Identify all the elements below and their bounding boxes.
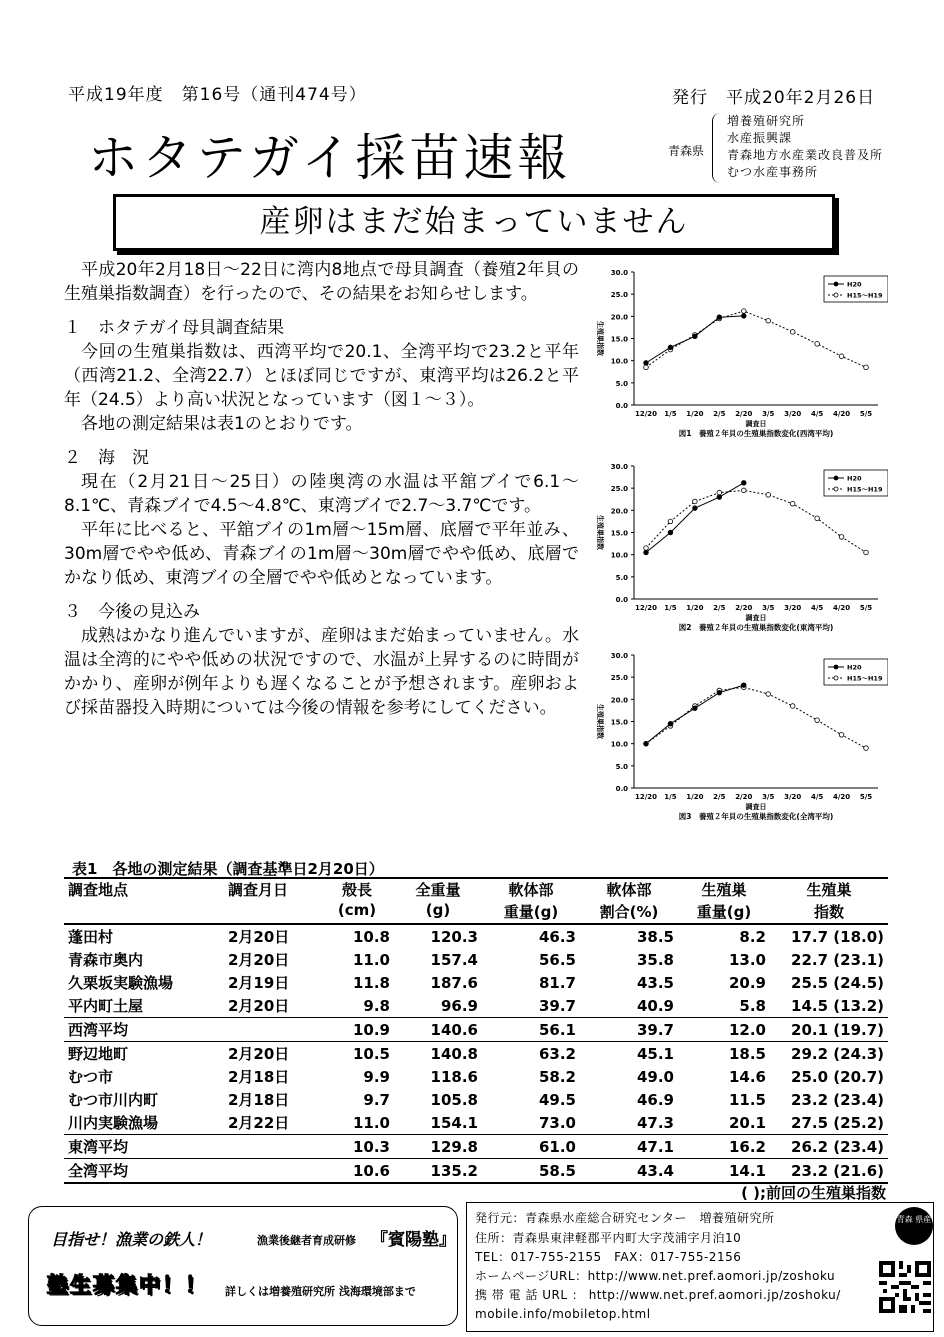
data-point — [693, 506, 698, 511]
y-axis-label: 生殖巣指数 — [596, 515, 604, 550]
column-header: (g) — [394, 901, 482, 924]
table-cell: 2月20日 — [228, 1045, 290, 1063]
footer-line: 住所：青森県東津軽郡平内町大字茂浦字月泊10 — [475, 1231, 742, 1245]
y-tick-label: 5.0 — [615, 573, 628, 582]
data-point — [741, 683, 746, 688]
y-tick-label: 10.0 — [610, 551, 628, 560]
table-cell: 49.5 — [538, 1090, 576, 1109]
article-body — [64, 258, 579, 720]
data-point — [864, 365, 869, 370]
data-point — [741, 309, 746, 314]
y-tick-label: 30.0 — [610, 269, 628, 277]
y-axis-label: 生殖巣指数 — [596, 321, 604, 356]
table-cell: 129.8 — [394, 1135, 482, 1159]
table-row — [64, 1111, 888, 1135]
table-cell: 2月18日 — [228, 1091, 290, 1109]
table-cell: 27.5 (25.2) — [791, 1113, 884, 1132]
organization-list — [712, 113, 883, 183]
legend-label: H20 — [847, 280, 862, 289]
promo-slogan: 目指せ！漁業の鉄人！ — [51, 1230, 212, 1249]
publisher-info-box — [466, 1202, 934, 1332]
table-cell: 10.6 — [320, 1159, 394, 1184]
table-cell: 47.1 — [580, 1135, 678, 1159]
table-cell: 14.6 — [728, 1067, 766, 1086]
x-tick-label: 4/20 — [832, 604, 851, 612]
table-cell: 2月19日 — [228, 974, 290, 992]
table-cell: 全湾平均 — [64, 1159, 224, 1184]
table-cell: 49.0 — [636, 1067, 674, 1086]
table-cell: 16.2 — [678, 1135, 770, 1159]
chart-title: 図1 養殖２年貝の生殖巣指数変化(西湾平均) — [678, 429, 834, 438]
x-tick-label: 2/20 — [735, 604, 753, 612]
table-cell: 20.9 — [728, 973, 766, 992]
y-tick-label: 25.0 — [610, 485, 628, 494]
legend-marker — [834, 476, 838, 480]
y-tick-label: 25.0 — [610, 291, 628, 300]
legend-label: H15～H19 — [847, 485, 883, 494]
data-point — [668, 530, 673, 535]
table-cell: 45.1 — [636, 1044, 674, 1063]
table-cell: 58.2 — [538, 1067, 576, 1086]
figure-2-chart — [588, 456, 888, 651]
figure-3-chart — [588, 645, 888, 840]
x-tick-label: 4/5 — [810, 793, 824, 801]
data-point — [839, 354, 844, 359]
section-1-paragraph: 今回の生殖巣指数は、西湾平均で20.1、全湾平均で23.2と平年（西湾21.2、全湾22.7）とほぼ同じですが、東湾平均は26.2と平年（24.5）より高い状況となっています（図１～３）。 — [64, 342, 579, 410]
data-point — [644, 546, 649, 551]
y-tick-label: 10.0 — [610, 740, 628, 749]
organization-item: 青森地方水産業改良普及所 — [727, 148, 884, 162]
legend-label: H20 — [847, 474, 862, 483]
legend-marker — [834, 487, 838, 491]
data-point — [741, 488, 746, 493]
x-tick-label: 1/5 — [664, 793, 677, 801]
table-average-row — [64, 1159, 888, 1184]
data-point — [839, 733, 844, 738]
table-header-row — [64, 901, 888, 924]
section-1-heading: １ ホタテガイ母貝調査結果 — [64, 318, 285, 338]
data-point — [717, 490, 722, 495]
table-cell: 11.5 — [728, 1090, 766, 1109]
footer-line: mobile.info/mobiletop.html — [475, 1307, 651, 1321]
column-header: 割合(%) — [580, 901, 678, 924]
table-cell: むつ市 — [68, 1068, 114, 1086]
table-cell: 8.2 — [739, 927, 766, 946]
intro-paragraph: 平成20年2月18日～22日に湾内8地点で母貝調査（養殖2年貝の生殖巣指数調査）を行ったので、その結果をお知らせします。 — [64, 260, 579, 304]
y-tick-label: 15.0 — [610, 335, 628, 344]
table-cell: 川内実験漁場 — [68, 1114, 159, 1132]
x-tick-label: 12/20 — [634, 604, 658, 612]
column-header: 全重量 — [394, 878, 482, 901]
data-point — [693, 334, 698, 339]
x-tick-label: 4/20 — [832, 410, 851, 418]
promo-school-name: 『賓陽塾』 — [371, 1230, 456, 1250]
y-tick-label: 20.0 — [610, 696, 628, 705]
x-axis-label: 調査日 — [745, 614, 767, 622]
section-2-paragraph: 現在（2月21日～25日）の陸奥湾の水温は平舘ブイで6.1～8.1℃、青森ブイで4.5～4.8℃、東湾ブイで2.7～3.7℃です。 — [64, 472, 579, 516]
aomori-seal-logo: 青森 県産 — [895, 1207, 933, 1245]
data-point — [644, 365, 649, 370]
table-cell: 35.8 — [636, 950, 674, 969]
column-header — [64, 901, 224, 924]
table-cell: 10.8 — [352, 927, 390, 946]
organization-item: むつ水産事務所 — [727, 165, 819, 179]
data-point — [717, 495, 722, 500]
column-header: 生殖巣 — [678, 878, 770, 901]
y-tick-label: 25.0 — [610, 674, 628, 683]
measurement-table — [64, 877, 888, 1184]
table-cell: 10.3 — [320, 1135, 394, 1159]
y-tick-label: 30.0 — [610, 652, 628, 660]
table-cell: 14.1 — [678, 1159, 770, 1184]
table-cell: 20.1 — [728, 1113, 766, 1132]
column-header: 軟体部 — [580, 878, 678, 901]
data-point — [644, 361, 649, 366]
table-cell: 29.2 (24.3) — [791, 1044, 884, 1063]
column-header: 生殖巣 — [770, 878, 888, 901]
table-row — [64, 1065, 888, 1088]
y-axis-label: 生殖巣指数 — [596, 704, 604, 739]
x-tick-label: 2/20 — [735, 793, 753, 801]
data-point — [668, 345, 673, 350]
table-cell: 2月20日 — [228, 997, 290, 1015]
table-cell: 9.9 — [363, 1067, 390, 1086]
table-cell: 12.0 — [678, 1018, 770, 1042]
legend-label: H15～H19 — [847, 674, 883, 683]
legend-label: H15～H19 — [847, 291, 883, 300]
column-header — [224, 901, 320, 924]
table-cell: 2月20日 — [228, 928, 290, 946]
table-cell: むつ市川内町 — [68, 1091, 159, 1109]
column-header: 重量(g) — [482, 901, 580, 924]
organization-item: 増養殖研究所 — [727, 114, 806, 128]
data-point — [766, 692, 771, 697]
data-point — [668, 519, 673, 524]
section-1-paragraph: 各地の測定結果は表1のとおりです。 — [81, 414, 363, 434]
y-tick-label: 0.0 — [615, 596, 628, 604]
homepage-url-link[interactable]: ホームページURL：http://www.net.pref.aomori.jp/zoshoku — [475, 1269, 836, 1283]
table-cell: 120.3 — [430, 927, 478, 946]
table-cell: 58.5 — [482, 1159, 580, 1184]
table-row — [64, 994, 888, 1018]
data-point — [717, 690, 722, 695]
data-point — [766, 318, 771, 323]
organization-item: 水産振興課 — [727, 131, 793, 145]
table-caption: 表1 各地の測定結果（調査基準日2月20日） — [72, 860, 384, 878]
y-tick-label: 30.0 — [610, 463, 628, 471]
table-cell: 蓬田村 — [68, 928, 114, 946]
table-average-row — [64, 1018, 888, 1042]
table-header-row — [64, 878, 888, 901]
line-chart — [588, 262, 888, 457]
table-row — [64, 924, 888, 948]
x-tick-label: 2/5 — [713, 793, 726, 801]
table-cell: 5.8 — [739, 996, 766, 1015]
table-cell: 野辺地町 — [68, 1045, 129, 1063]
table-cell: 25.0 (20.7) — [791, 1067, 884, 1086]
x-tick-label: 4/5 — [810, 410, 824, 418]
table-cell: 10.5 — [352, 1044, 390, 1063]
table-cell — [224, 1135, 320, 1159]
table-cell: 157.4 — [430, 950, 478, 969]
table-cell: 81.7 — [538, 973, 576, 992]
series-line — [646, 316, 744, 363]
data-point — [839, 535, 844, 540]
section-3-heading: ３ 今後の見込み — [64, 602, 200, 622]
column-header: 殻長 — [320, 878, 394, 901]
figure-1-chart — [588, 262, 888, 457]
data-point — [815, 342, 820, 347]
data-point — [644, 550, 649, 555]
y-tick-label: 5.0 — [615, 379, 628, 388]
table-cell: 13.0 — [728, 950, 766, 969]
section-2-heading: ２ 海 況 — [64, 448, 149, 468]
data-point — [790, 501, 795, 506]
table-cell — [224, 1018, 320, 1042]
x-tick-label: 12/20 — [634, 410, 658, 418]
x-tick-label: 1/20 — [686, 410, 704, 418]
x-tick-label: 5/5 — [859, 604, 873, 612]
column-header: 軟体部 — [482, 878, 580, 901]
data-point — [644, 741, 649, 746]
data-point — [790, 330, 795, 335]
table-cell: 2月20日 — [228, 951, 290, 969]
data-point — [815, 718, 820, 723]
table-cell: 西湾平均 — [64, 1018, 224, 1042]
table-cell: 18.5 — [728, 1044, 766, 1063]
qr-code-icon[interactable] — [879, 1261, 931, 1313]
series-line — [646, 311, 866, 367]
data-point — [741, 314, 746, 319]
series-line — [646, 685, 744, 744]
data-point — [693, 499, 698, 504]
table-cell: 2月18日 — [228, 1068, 290, 1086]
table-cell: 118.6 — [430, 1067, 478, 1086]
x-tick-label: 2/5 — [713, 410, 726, 418]
table-cell: 38.5 — [636, 927, 674, 946]
table-cell: 10.9 — [320, 1018, 394, 1042]
table-cell: 154.1 — [430, 1113, 478, 1132]
table-row — [64, 1042, 888, 1066]
line-chart — [588, 456, 888, 651]
legend-marker — [834, 665, 838, 669]
x-tick-label: 3/5 — [762, 410, 775, 418]
table-cell: 56.1 — [482, 1018, 580, 1042]
table-cell: 47.3 — [636, 1113, 674, 1132]
table-note: ( );前回の生殖巣指数 — [741, 1184, 886, 1202]
y-tick-label: 20.0 — [610, 507, 628, 516]
table-cell: 17.7 (18.0) — [791, 927, 884, 946]
table-cell: 平内町土屋 — [68, 997, 144, 1015]
table-row — [64, 971, 888, 994]
table-cell: 東湾平均 — [64, 1135, 224, 1159]
table-cell: 9.7 — [363, 1090, 390, 1109]
column-header: 調査月日 — [224, 878, 320, 901]
column-header: 指数 — [770, 901, 888, 924]
issue-number: 平成19年度 第16号（通刊474号） — [68, 85, 367, 105]
table-cell: 23.2 (23.4) — [791, 1090, 884, 1109]
table-cell: 2月22日 — [228, 1114, 290, 1132]
legend-marker — [834, 676, 838, 680]
y-tick-label: 15.0 — [610, 529, 628, 538]
legend-marker — [834, 293, 838, 297]
data-point — [693, 706, 698, 711]
table-cell: 135.2 — [394, 1159, 482, 1184]
table-cell — [224, 1159, 320, 1184]
footer-line: 発行元：青森県水産総合研究センター 増養殖研究所 — [475, 1211, 775, 1225]
table-cell: 140.8 — [430, 1044, 478, 1063]
chart-title: 図3 養殖２年貝の生殖巣指数変化(全湾平均) — [678, 812, 834, 821]
y-tick-label: 0.0 — [615, 785, 628, 793]
table-cell: 140.6 — [394, 1018, 482, 1042]
y-tick-label: 5.0 — [615, 762, 628, 771]
data-point — [766, 493, 771, 498]
data-point — [864, 746, 869, 751]
data-point — [815, 516, 820, 521]
table-cell: 39.7 — [580, 1018, 678, 1042]
x-tick-label: 3/5 — [762, 793, 775, 801]
promo-training: 漁業後継者育成研修 — [257, 1234, 356, 1247]
table-average-row — [64, 1135, 888, 1159]
x-tick-label: 12/20 — [634, 793, 658, 801]
promo-contact: 詳しくは増養殖研究所 浅海環境部まで — [225, 1285, 416, 1298]
x-tick-label: 1/20 — [686, 604, 704, 612]
newsletter-title: ホタテガイ採苗速報 — [88, 129, 572, 187]
data-point — [717, 315, 722, 320]
x-tick-label: 5/5 — [859, 410, 873, 418]
series-line — [646, 483, 744, 553]
table-cell: 187.6 — [430, 973, 478, 992]
x-tick-label: 2/20 — [735, 410, 753, 418]
prefecture-label: 青森県 — [668, 144, 705, 158]
column-header: 調査地点 — [64, 878, 224, 901]
x-tick-label: 3/20 — [784, 793, 802, 801]
table-cell: 青森市奥内 — [68, 951, 144, 969]
table-row — [64, 1088, 888, 1111]
x-tick-label: 1/5 — [664, 410, 677, 418]
table-cell: 11.0 — [352, 1113, 390, 1132]
table-row — [64, 948, 888, 971]
table-cell: 46.3 — [538, 927, 576, 946]
publish-date: 発行 平成20年2月26日 — [672, 88, 876, 108]
x-tick-label: 1/20 — [686, 793, 704, 801]
table-cell: 39.7 — [538, 996, 576, 1015]
table-cell: 11.8 — [352, 973, 390, 992]
table-cell: 26.2 (23.4) — [770, 1135, 888, 1159]
table-cell: 25.5 (24.5) — [791, 973, 884, 992]
data-point — [741, 481, 746, 486]
table-cell: 久栗坂実験漁場 — [68, 974, 174, 992]
table-cell: 61.0 — [482, 1135, 580, 1159]
table-cell: 96.9 — [440, 996, 478, 1015]
table-cell: 46.9 — [636, 1090, 674, 1109]
table-cell: 73.0 — [538, 1113, 576, 1132]
column-header: 重量(g) — [678, 901, 770, 924]
x-tick-label: 3/20 — [784, 410, 802, 418]
y-tick-label: 20.0 — [610, 313, 628, 322]
footer-line: TEL：017-755-2155 FAX：017-755-2156 — [475, 1250, 742, 1264]
x-axis-label: 調査日 — [745, 420, 767, 428]
x-tick-label: 2/5 — [713, 604, 726, 612]
recruitment-box — [28, 1206, 458, 1326]
table-cell: 14.5 (13.2) — [791, 996, 884, 1015]
y-tick-label: 10.0 — [610, 357, 628, 366]
table-cell: 20.1 (19.7) — [770, 1018, 888, 1042]
data-point — [668, 721, 673, 726]
line-chart — [588, 645, 888, 840]
data-point — [864, 550, 869, 555]
data-point — [790, 704, 795, 709]
table-cell: 40.9 — [636, 996, 674, 1015]
chart-title: 図2 養殖２年貝の生殖巣指数変化(東湾平均) — [678, 623, 834, 632]
table-cell: 56.5 — [538, 950, 576, 969]
x-tick-label: 4/5 — [810, 604, 824, 612]
x-tick-label: 5/5 — [859, 793, 873, 801]
section-2-paragraph: 平年に比べると、平舘ブイの1m層～15m層、底層で平年並み、30m層でやや低め、青森ブイの1m層～30m層でやや低め、底層でかなり低め、東湾ブイの全層でやや低めとなっています。 — [64, 520, 579, 588]
legend-marker — [834, 282, 838, 286]
mobile-url-link[interactable]: 携 帯 電 話 URL ： http://www.net.pref.aomori.jp/zoshoku/ — [475, 1288, 841, 1302]
table-cell: 43.5 — [636, 973, 674, 992]
x-axis-label: 調査日 — [745, 803, 767, 811]
x-tick-label: 1/5 — [664, 604, 677, 612]
table-cell: 23.2 (21.6) — [770, 1159, 888, 1184]
y-tick-label: 15.0 — [610, 718, 628, 727]
column-header: (cm) — [320, 901, 394, 924]
headline-box: 産卵はまだ始まっていません — [113, 194, 835, 251]
y-tick-label: 0.0 — [615, 402, 628, 410]
table-cell: 22.7 (23.1) — [791, 950, 884, 969]
legend-label: H20 — [847, 663, 862, 672]
promo-recruiting: 塾生募集中！！ — [47, 1273, 208, 1297]
table-cell: 63.2 — [538, 1044, 576, 1063]
section-3-paragraph: 成熟はかなり進んでいますが、産卵はまだ始まっていません。水温は全湾的にやや低めの状況ですので、水温が上昇するのに時間がかかり、産卵が例年よりも遅くなることが予想されます。産卵および採苗器投入時期については今後の情報を参考にしてください。 — [64, 626, 579, 718]
table-cell: 105.8 — [430, 1090, 478, 1109]
x-tick-label: 3/20 — [784, 604, 802, 612]
table-cell: 11.0 — [352, 950, 390, 969]
x-tick-label: 3/5 — [762, 604, 775, 612]
series-line — [646, 490, 866, 552]
x-tick-label: 4/20 — [832, 793, 851, 801]
table-cell: 9.8 — [363, 996, 390, 1015]
table-cell: 43.4 — [580, 1159, 678, 1184]
